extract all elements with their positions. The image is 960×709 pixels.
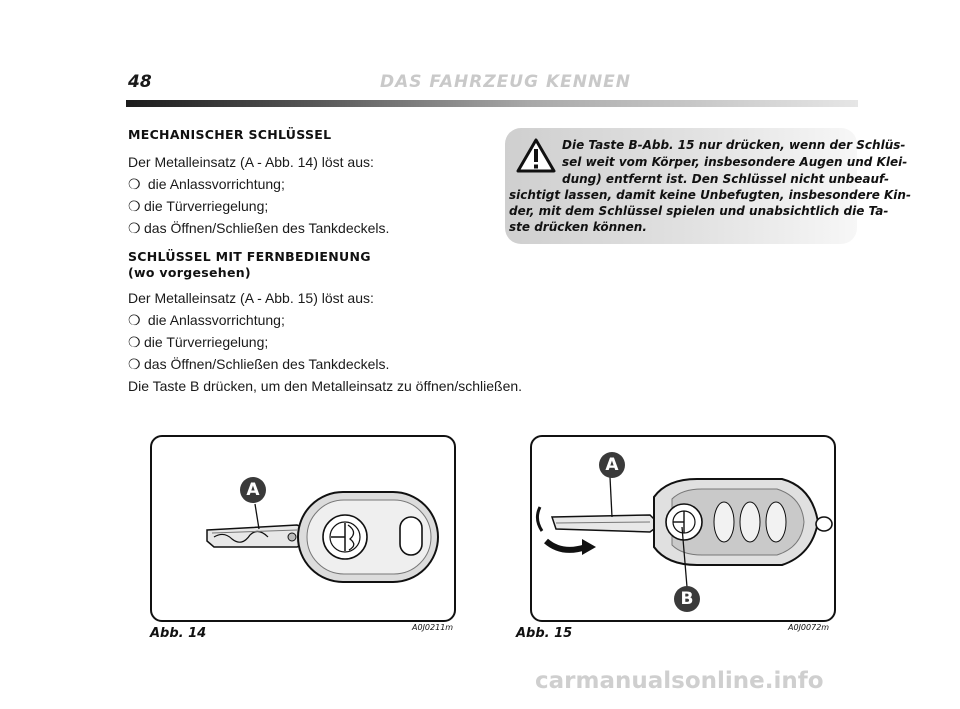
left-column [128, 127, 523, 397]
figure-15-caption: Abb. 15 [516, 626, 573, 641]
figure-15-frame [530, 435, 836, 622]
watermark: carmanualsonline.info [535, 668, 824, 694]
chapter-title: DAS FAHRZEUG KENNEN [380, 72, 632, 92]
figure-14-caption: Abb. 14 [150, 626, 207, 641]
page-number: 48 [128, 72, 152, 92]
warning-line: ste drücken können. [509, 220, 647, 234]
section-heading-remote-key: SCHLÜSSEL MIT FERNBEDIENUNG (wo vorgesehen) [128, 249, 371, 280]
callout-a-label: A [605, 455, 619, 475]
section2-intro: Der Metalleinsatz (A - Abb. 15) löst aus: [128, 290, 374, 306]
warning-line: der, mit dem Schlüssel spielen und unabsichtlich die Ta- [509, 204, 889, 218]
list-item: ❍ das Öffnen/Schließen des Tankdeckels. [128, 353, 488, 375]
bullet-icon: ❍ [128, 356, 141, 372]
mechanical-key-illustration [152, 437, 454, 620]
bullet-icon: ❍ [128, 176, 141, 192]
list-item: ❍ die Türverriegelung; [128, 331, 488, 353]
figure-15-code: A0J0072m [788, 623, 830, 632]
warning-line: sichtigt lassen, damit keine Unbefugten, insbesondere Kin- [509, 188, 911, 202]
bullet-icon: ❍ [128, 220, 141, 236]
bullet-icon: ❍ [128, 198, 141, 214]
list-item: ❍ die Anlassvorrichtung; [128, 173, 488, 195]
list-item: ❍ das Öffnen/Schließen des Tankdeckels. [128, 217, 488, 239]
figure-14-code: A0J0211m [412, 623, 454, 632]
section-heading-mechanical-key: MECHANISCHER SCHLÜSSEL [128, 127, 332, 142]
warning-line: dung) entfernt ist. Den Schlüssel nicht unbeauf- [562, 172, 889, 186]
warning-line: Die Taste B-Abb. 15 nur drücken, wenn der Schlüs- [562, 138, 906, 152]
bullet-icon: ❍ [128, 334, 141, 350]
list-item: ❍ die Türverriegelung; [128, 195, 488, 217]
section2-closing: Die Taste B drücken, um den Metalleinsatz zu öffnen/schließen. [128, 378, 523, 394]
warning-line: sel weit vom Körper, insbesondere Augen und Klei- [562, 155, 908, 169]
figure-14-frame [150, 435, 456, 622]
header-rule [126, 100, 858, 107]
section1-intro: Der Metalleinsatz (A - Abb. 14) löst aus: [128, 154, 374, 170]
warning-triangle-icon [516, 138, 556, 174]
callout-b-label: B [680, 589, 694, 609]
callout-a-label: A [246, 480, 260, 500]
bullet-icon: ❍ [128, 312, 141, 328]
list-item: ❍ die Anlassvorrichtung; [128, 309, 488, 331]
